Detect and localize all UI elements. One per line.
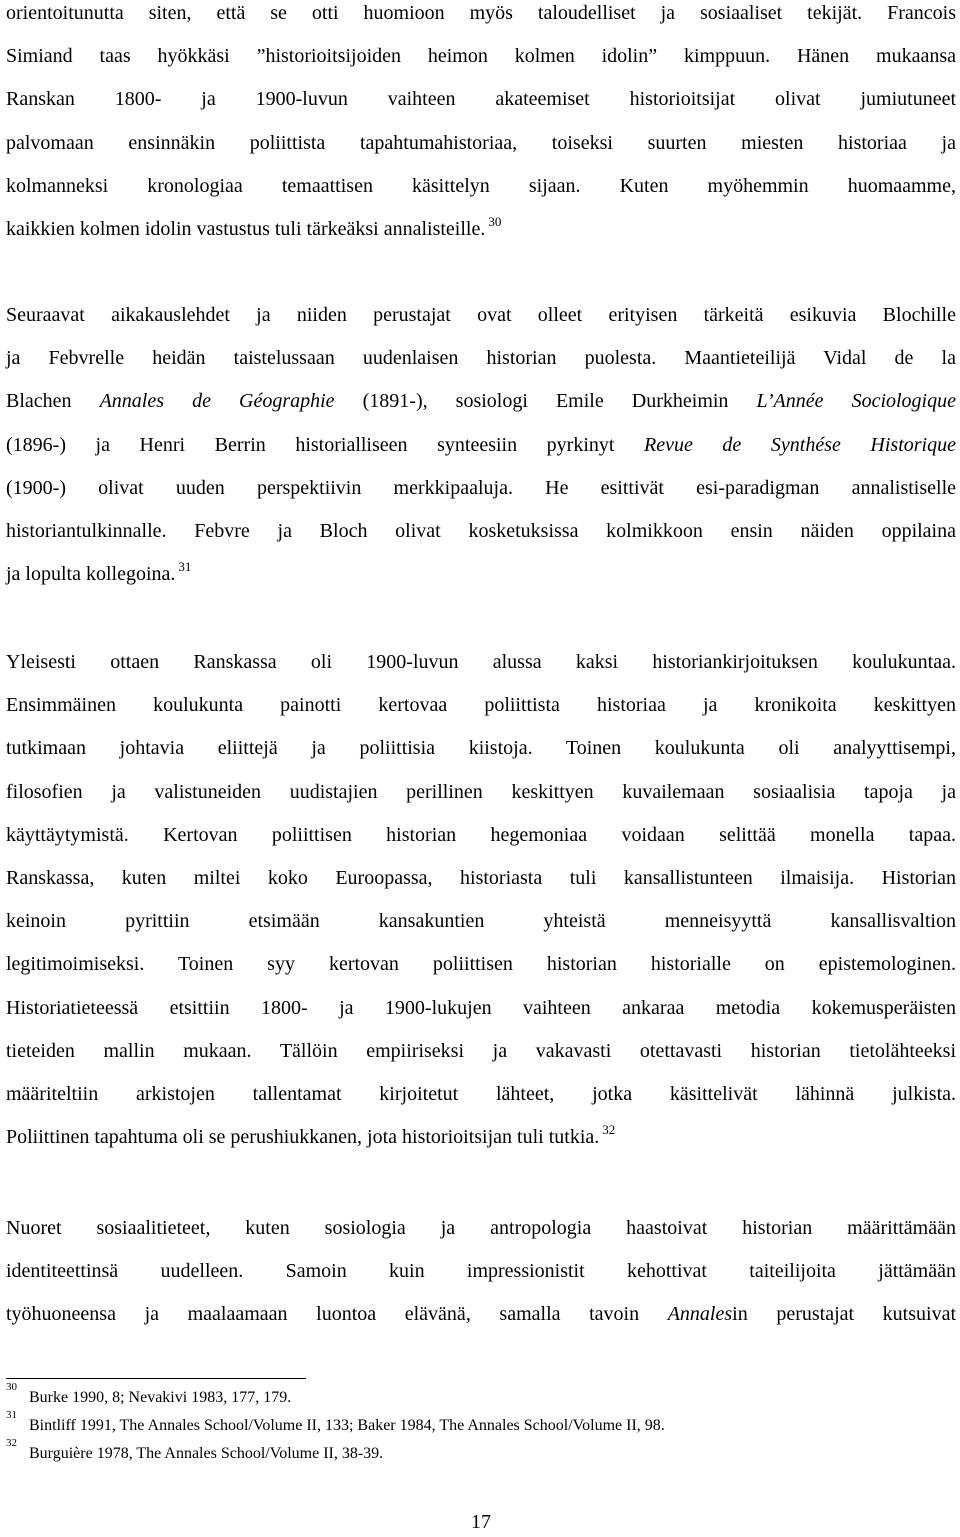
text-line: keinoin pyrittiin etsimään kansakuntien yhteistä menneisyyttä kansallisvaltion [6,910,956,933]
text-line: ja Febvrelle heidän taistelussaan uudenlaisen historian puolesta. Maantieteilijä Vidal de la [6,347,956,370]
text-segment: (1891-), sosiologi Emile Durkheimin [362,390,729,413]
text-line [6,553,956,596]
text-line: tieteiden mallin mukaan. Tällöin empiiriseksi ja vakavasti otettavasti historian tietolähteeksi [6,1039,956,1062]
footnote [6,1437,956,1468]
footnote-text: Burke 1990, 8; Nevakivi 1983, 177, 179. [29,1389,292,1406]
text-line: palvomaan ensinnäkin poliittista tapahtumahistoriaa, toiseksi suurten miesten historiaa ja [6,131,956,154]
text-line-content: kaikkien kolmen idolin vastustus tuli tärkeäksi annalisteille. [6,217,486,240]
text-line: historiantulkinnalle. Febvre ja Bloch olivat kosketuksissa kolmikkoon ensin näiden oppilaina [6,519,956,542]
paragraph-1 [6,0,956,251]
text-line: käyttäytymistä. Kertovan poliittisen historian hegemoniaa voidaan selittää monella tapaa. [6,823,956,846]
text-line: filosofien ja valistuneiden uudistajien perillinen keskittyen kuvailemaan sosiaalisia tapoja ja [6,780,956,803]
text-line: Historiatieteessä etsittiin 1800- ja 1900-lukujen vaihteen ankaraa metodia kokemusperäisten [6,996,956,1019]
text-line-content: Poliittinen tapahtuma oli se perushiukkanen, jota historioitsijan tuli tutkia. [6,1126,600,1149]
footnote-text: Burguière 1978, The Annales School/Volume II, 38-39. [29,1445,384,1462]
text-line: (1900-) olivat uuden perspektiivin merkkipaaluja. He esittivät esi-paradigman annalistiselle [6,476,956,499]
footnote [6,1409,956,1440]
paragraph-3 [6,641,956,1159]
text-line: orientoitunutta siten, että se otti huomioon myös taloudelliset ja sosiaaliset tekijät. Francois [6,2,956,24]
text-line: Yleisesti ottaen Ranskassa oli 1900-luvun alussa kaksi historiankirjoituksen koulukuntaa. [6,651,956,673]
text-line: tutkimaan johtavia eliittejä ja poliittisia kiistoja. Toinen koulukunta oli analyyttisempi, [6,737,956,760]
text-line: Ensimmäinen koulukunta painotti kertovaa poliittista historiaa ja kronikoita keskittyen [6,694,956,717]
text-line [6,424,956,467]
footnote-number: 32 [6,1437,17,1449]
text-line: kolmanneksi kronologiaa temaattisen käsittelyn sijaan. Kuten myöhemmin huomaamme, [6,174,956,197]
footnote-ref: 31 [178,559,192,575]
text-line [6,1116,956,1159]
text-line: Nuoret sosiaalitieteet, kuten sosiologia ja antropologia haastoivat historian määrittämään [6,1217,956,1239]
footnote-ref: 30 [488,213,502,229]
journal-title: Annales [667,1303,733,1326]
text-line [6,380,956,423]
page-number: 17 [471,1511,491,1533]
paragraph-2 [6,294,956,596]
text-segment: (1896-) ja Henri Berrin historialliseen synteesiin pyrkinyt [6,433,615,456]
text-line: Ranskassa, kuten miltei koko Euroopassa, historiasta tuli kansallistunteen ilmaisija. Historian [6,866,956,889]
text-line: Simiand taas hyökkäsi ”historioitsijoiden heimon kolmen idolin” kimppuun. Hänen mukaansa [6,45,956,68]
footnote-text: Bintliff 1991, The Annales School/Volume II, 133; Baker 1984, The Annales School/Volume II, 98. [29,1417,665,1434]
text-line: Seuraavat aikakauslehdet ja niiden perustajat ovat olleet erityisen tärkeitä esikuvia Blochille [6,304,956,326]
journal-title: Annales de Géographie [99,390,335,413]
footnotes [6,1381,956,1468]
journal-title: L’Année Sociologique [756,390,956,413]
text-line-content: ja lopulta kollegoina. [6,563,176,586]
text-segment: työhuoneensa ja maalaamaan luontoa elävänä, samalla tavoin [6,1303,640,1326]
footnote-ref: 32 [602,1122,616,1138]
text-segment: Blachen [6,390,72,413]
journal-title: Revue de Synthése Historique [644,433,956,456]
footnote-separator [6,1378,306,1379]
text-line: Ranskan 1800- ja 1900-luvun vaihteen akateemiset historioitsijat olivat jumiutuneet [6,88,956,111]
text-line: identiteettinsä uudelleen. Samoin kuin impressionistit kehottivat taiteilijoita jättämään [6,1260,956,1283]
footnote-number: 30 [6,1381,17,1393]
text-line [6,208,956,251]
paragraph-4 [6,1207,956,1337]
footnote [6,1381,956,1412]
footnote-number: 31 [6,1409,17,1421]
text-line [6,1293,956,1336]
text-segment: in perustajat kutsuivat [732,1303,956,1326]
text-line: legitimoimiseksi. Toinen syy kertovan poliittisen historian historialle on epistemologinen. [6,953,956,976]
text-line: määriteltiin arkistojen tallentamat kirjoitetut lähteet, jotka käsittelivät lähinnä julkista. [6,1082,956,1105]
